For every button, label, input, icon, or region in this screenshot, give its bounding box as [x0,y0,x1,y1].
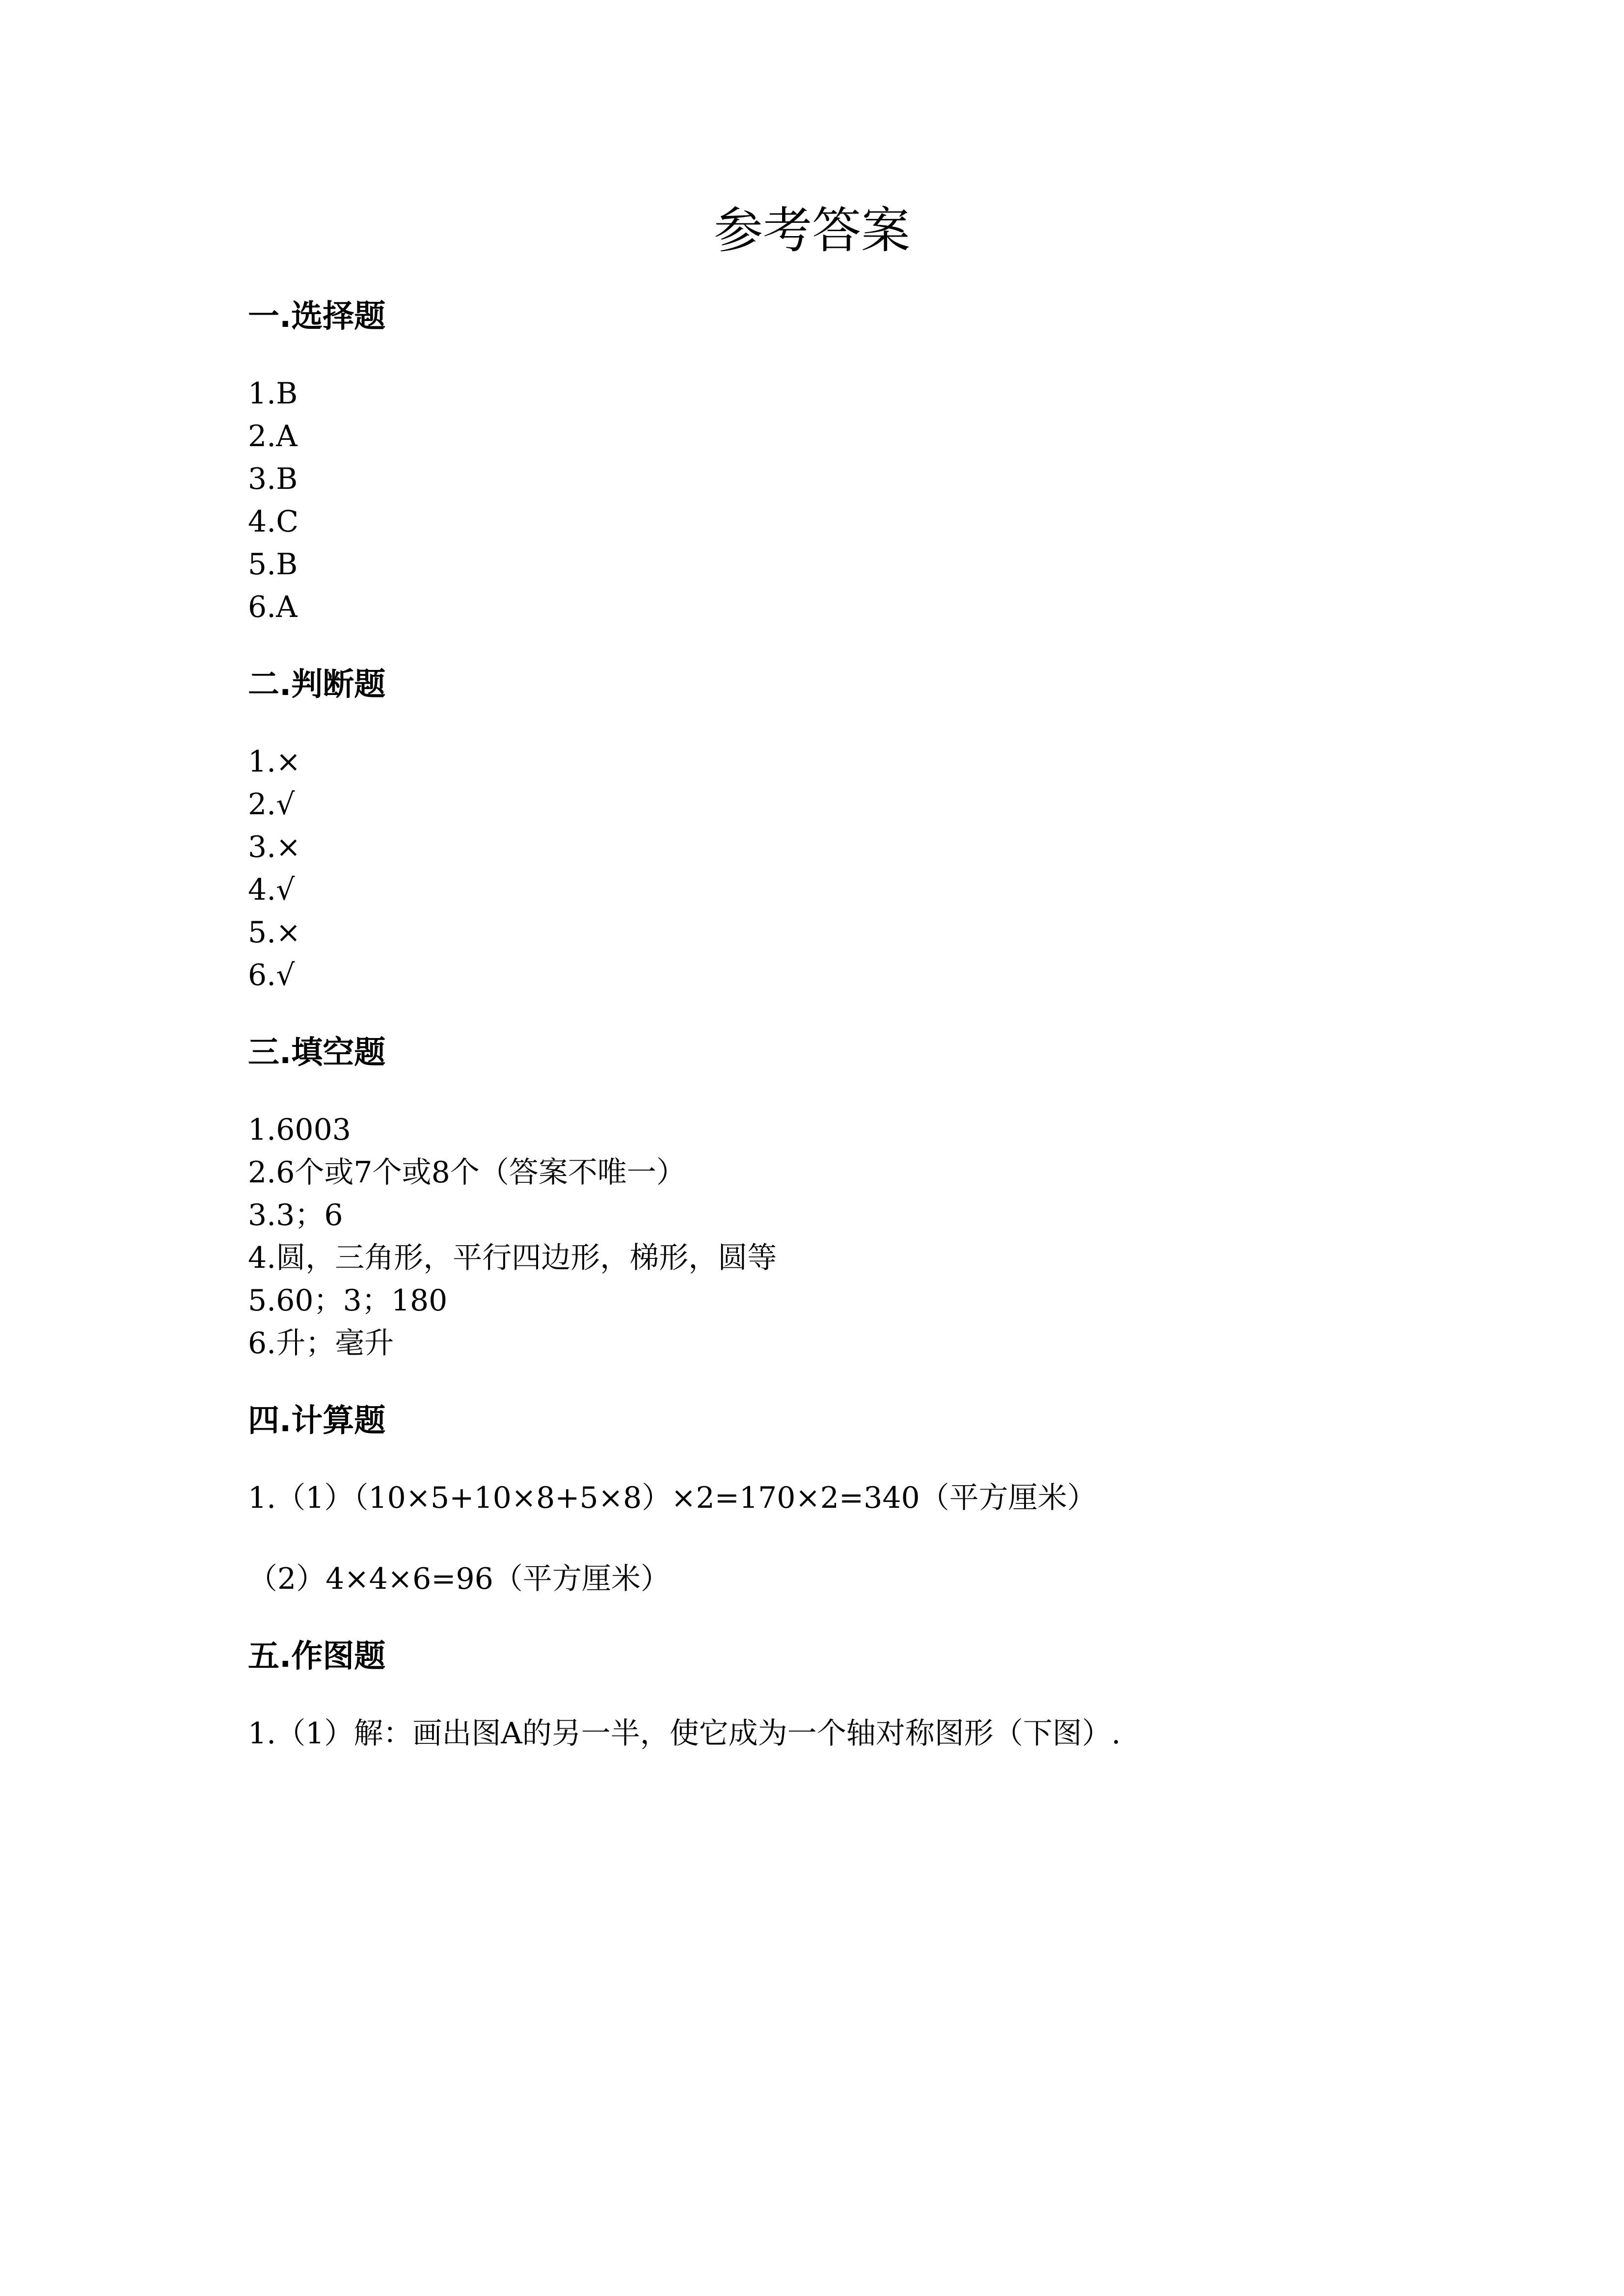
answer-line: 6.升；毫升 [248,1326,394,1361]
answer-line: 4.√ [248,873,295,907]
answer-line: 3.B [248,462,298,496]
answer-line: 3.× [248,830,301,864]
section-heading-drawing: 五.作图题 [248,1638,386,1675]
answer-line: 1.6003 [248,1113,351,1147]
choice-answer-list [248,373,1426,629]
calculation-line: （2）4×4×6=96（平方厘米） [248,1562,670,1596]
answer-line: 1.× [248,745,301,779]
answer-line: 3.3；6 [248,1198,343,1232]
answer-content [248,292,1426,1787]
answer-line: 4.C [248,505,299,539]
answer-line: 6.A [248,590,298,624]
section-heading-choice: 一.选择题 [248,298,386,335]
page-title: 参考答案 [714,202,910,259]
calculation-answer-block [248,1477,1426,1601]
section-heading-calculation: 四.计算题 [248,1403,386,1439]
true-false-answer-list [248,741,1426,997]
section-heading-true-false: 二.判断题 [248,667,386,703]
answer-line: 1.B [248,376,298,411]
answer-line: 5.B [248,547,298,582]
drawing-answer-line: 1.（1）解：画出图A的另一半，使它成为一个轴对称图形（下图）. [248,1716,1121,1751]
section-heading-fill-blank: 三.填空题 [248,1035,386,1071]
drawing-answer-block [248,1712,1426,1755]
answer-line: 4.圆，三角形，平行四边形，梯形，圆等 [248,1241,777,1275]
answer-line: 6.√ [248,958,295,992]
answer-line: 5.× [248,915,301,950]
answer-line: 5.60；3；180 [248,1283,448,1318]
answer-line: 2.6个或7个或8个（答案不唯一） [248,1155,686,1190]
fill-blank-answer-list [248,1109,1426,1365]
answer-line: 2.√ [248,787,295,822]
answer-line: 2.A [248,419,298,454]
calculation-line: 1.（1）（10×5+10×8+5×8）×2=170×2=340（平方厘米） [248,1481,1097,1515]
